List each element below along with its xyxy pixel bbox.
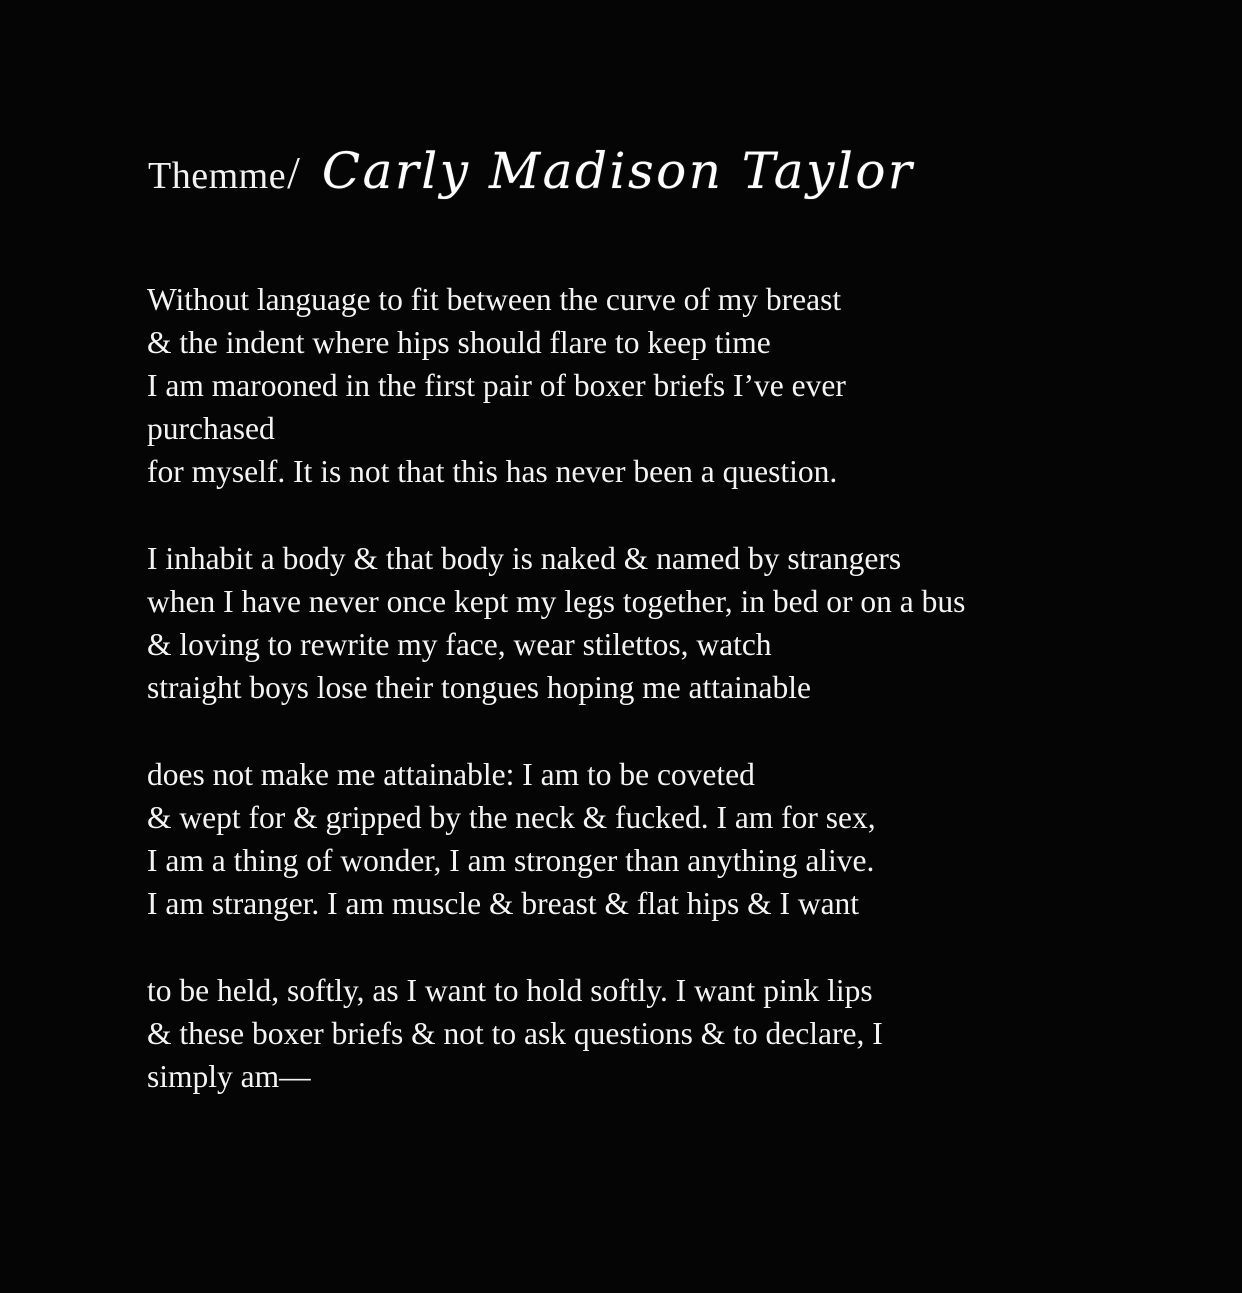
poem-line: straight boys lose their tongues hoping me attainable (147, 670, 811, 705)
poem-line: I am marooned in the first pair of boxer briefs I’ve ever (147, 368, 846, 403)
poem-stanza (147, 537, 1147, 709)
poem-author: Carly Madison Taylor (321, 142, 915, 200)
poem-body (147, 278, 1147, 1142)
poem-line: & these boxer briefs & not to ask questions & to declare, I (147, 1016, 883, 1051)
poem-line: simply am— (147, 1059, 311, 1094)
poem-line: Without language to fit between the curve of my breast (147, 282, 842, 317)
poem-title: Themme (148, 155, 287, 197)
poem-line: purchased (147, 411, 275, 446)
poem-stanza (147, 753, 1147, 925)
poem-line: for myself. It is not that this has never been a question. (147, 454, 838, 489)
poem-line: to be held, softly, as I want to hold softly. I want pink lips (147, 973, 873, 1008)
poem-header (148, 142, 914, 200)
poem-line: & loving to rewrite my face, wear stilettos, watch (147, 627, 772, 662)
poem-stanza (147, 969, 1147, 1098)
poem-line: I am a thing of wonder, I am stronger than anything alive. (147, 843, 875, 878)
poem-line: I inhabit a body & that body is naked & named by strangers (147, 541, 902, 576)
poem-line: & wept for & gripped by the neck & fucked. I am for sex, (147, 800, 876, 835)
poem-line: does not make me attainable: I am to be coveted (147, 757, 755, 792)
poem-stanza (147, 278, 1147, 493)
poem-line: when I have never once kept my legs together, in bed or on a bus (147, 584, 966, 619)
title-author-separator: / (287, 147, 300, 198)
poem-line: & the indent where hips should flare to keep time (147, 325, 771, 360)
poem-line: I am stranger. I am muscle & breast & flat hips & I want (147, 886, 860, 921)
